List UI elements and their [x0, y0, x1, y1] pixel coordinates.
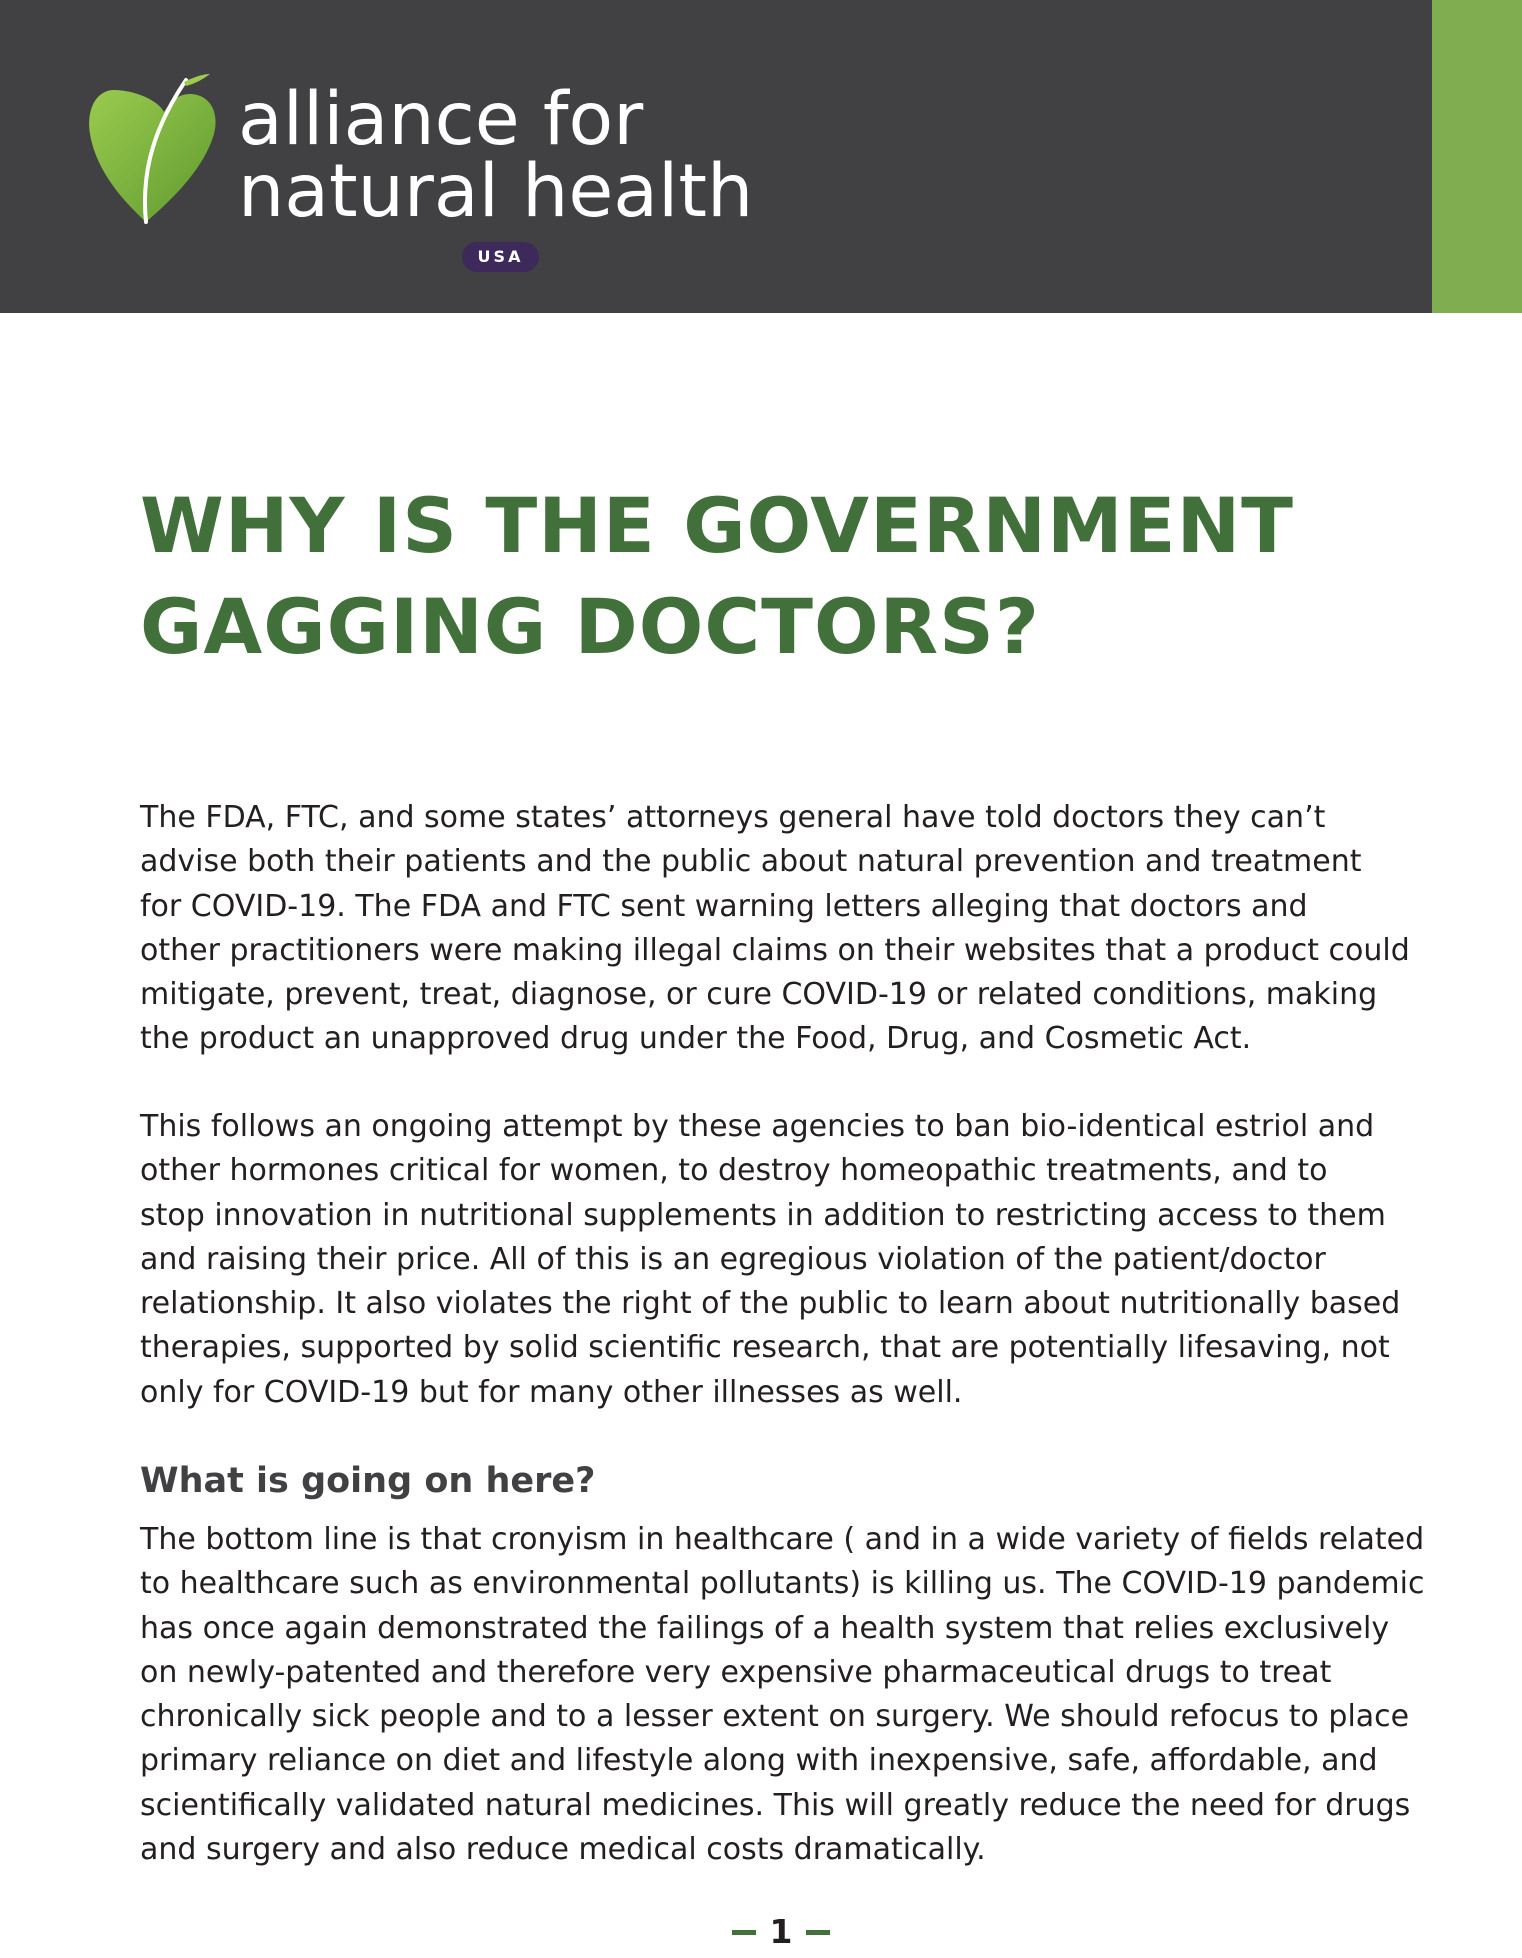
paragraph-1 [140, 796, 1440, 1062]
page-number-dash-right [806, 1930, 830, 1935]
paragraph-3-line: to healthcare such as environmental pollutants) is killing us. The COVID-19 pandemic [140, 1566, 1425, 1602]
page-number-value: 1 [769, 1912, 793, 1951]
section-subheading: What is going on here? [140, 1461, 596, 1501]
logo-line-1: alliance for [238, 77, 644, 162]
paragraph-3-line: has once again demonstrated the failings of a health system that relies exclusively [140, 1610, 1390, 1646]
paragraph-2-line: and raising their price. All of this is an egregious violation of the patient/doctor [140, 1241, 1326, 1277]
page-number-dash-left [732, 1930, 756, 1935]
accent-bar [1432, 0, 1522, 313]
logo-wordmark [238, 77, 754, 234]
paragraph-3-line: The bottom line is that cronyism in healthcare ( and in a wide variety of fields related [140, 1522, 1425, 1557]
paragraph-1-line: advise both their patients and the public about natural prevention and treatment [140, 844, 1362, 880]
title-line-1: WHY IS THE GOVERNMENT [140, 481, 1295, 570]
paragraph-3-line: and surgery and also reduce medical costs dramatically. [140, 1832, 986, 1868]
paragraph-1-line: the product an unapproved drug under the Food, Drug, and Cosmetic Act. [140, 1021, 1252, 1057]
leaf-logo-icon [86, 72, 226, 232]
paragraph-3-line: chronically sick people and to a lesser extent on surgery. We should refocus to place [140, 1699, 1410, 1735]
page-title [140, 475, 1400, 677]
paragraph-2-line: therapies, supported by solid scientific research, that are potentially lifesaving, not [140, 1330, 1390, 1366]
title-line-2: GAGGING DOCTORS? [140, 582, 1040, 671]
paragraph-1-line: other practitioners were making illegal claims on their websites that a product could [140, 932, 1410, 968]
page-number [711, 1910, 851, 1954]
paragraph-2 [140, 1105, 1440, 1415]
paragraph-1-line: mitigate, prevent, treat, diagnose, or cure COVID-19 or related conditions, making [140, 977, 1378, 1013]
paragraph-2-line: other hormones critical for women, to destroy homeopathic treatments, and to [140, 1153, 1328, 1189]
paragraph-2-line: only for COVID-19 but for many other illnesses as well. [140, 1374, 963, 1410]
logo-usa-badge: USA [462, 242, 539, 272]
paragraph-2-line: relationship. It also violates the right of the public to learn about nutritionally based [140, 1286, 1401, 1322]
paragraph-2-line: This follows an ongoing attempt by these agencies to ban bio-identical estriol and [140, 1109, 1375, 1144]
paragraph-1-line: The FDA, FTC, and some states’ attorneys general have told doctors they can’t [140, 800, 1326, 835]
paragraph-3 [140, 1518, 1440, 1872]
paragraph-2-line: stop innovation in nutritional supplements in addition to restricting access to them [140, 1197, 1386, 1233]
paragraph-1-line: for COVID-19. The FDA and FTC sent warning letters alleging that doctors and [140, 888, 1308, 924]
paragraph-3-line: scientifically validated natural medicines. This will greatly reduce the need for drugs [140, 1787, 1411, 1823]
logo-line-2: natural health [238, 149, 754, 234]
paragraph-3-line: on newly-patented and therefore very expensive pharmaceutical drugs to treat [140, 1654, 1332, 1690]
paragraph-3-line: primary reliance on diet and lifestyle along with inexpensive, safe, affordable, and [140, 1743, 1378, 1779]
